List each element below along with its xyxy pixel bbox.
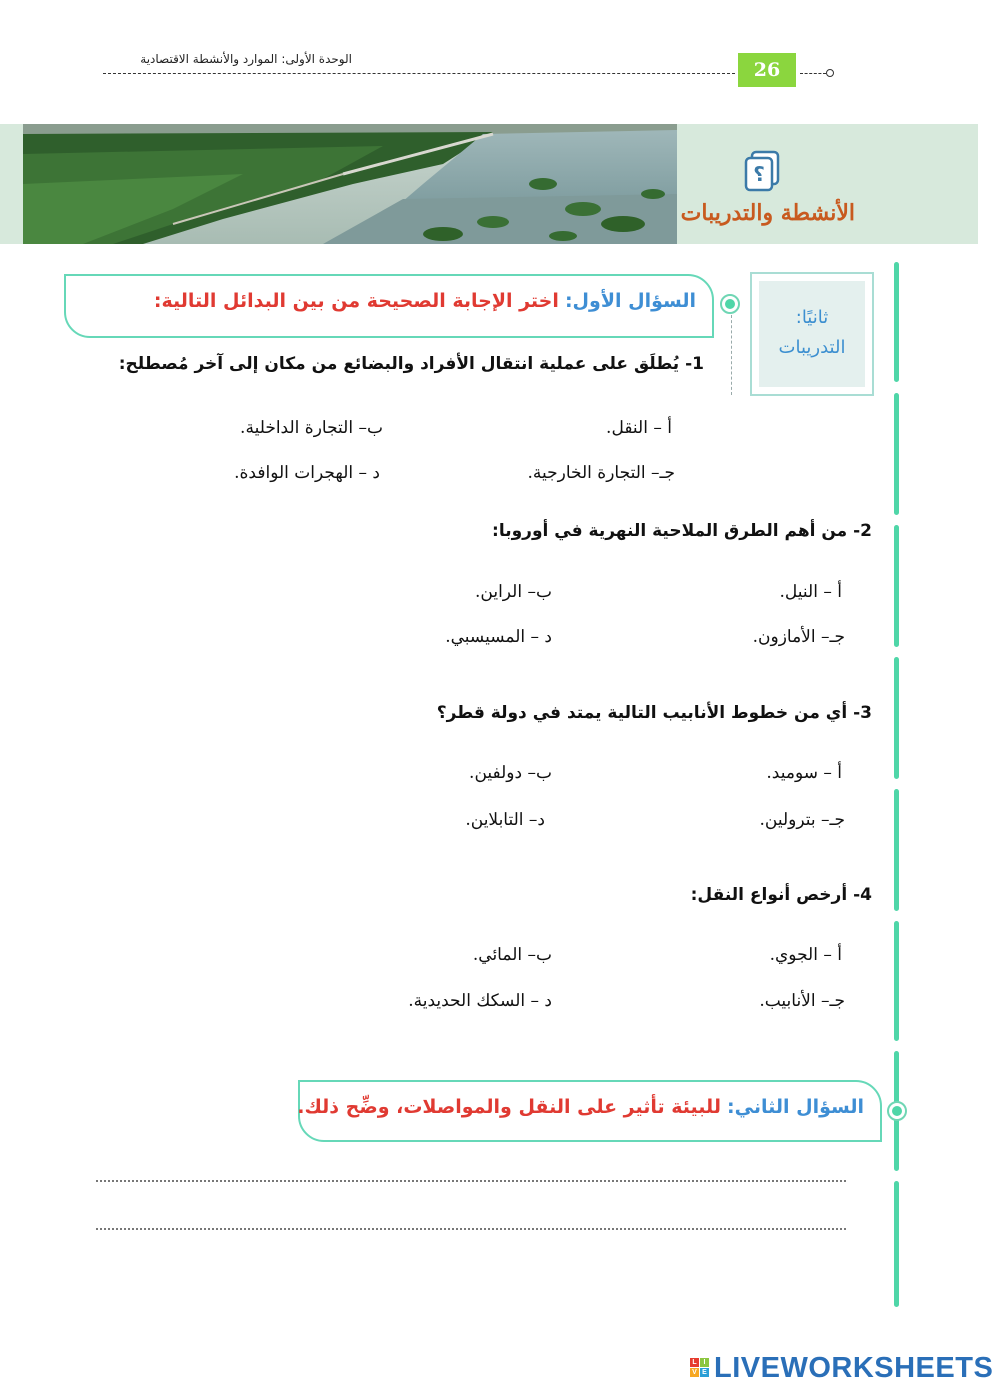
logo-blocks-icon [690,1358,710,1380]
option-2c[interactable]: جـ– الأمازون. [752,627,845,647]
logo-block-v: V [690,1368,699,1377]
section-label-line2: التدريبات [778,337,846,358]
side-bar-segment [894,525,899,647]
answer-line-1[interactable] [96,1180,846,1182]
question1-marker [720,294,740,314]
liveworksheets-logo [690,1352,994,1390]
side-bar-segment [894,262,899,382]
question2-instruction: للبيئة تأثير على النقل والمواصلات، وضِّح ذلك. [297,1096,721,1118]
page-number-badge: 26 [738,53,796,87]
option-2a[interactable]: أ – النيل. [779,582,842,602]
question1-instruction: اختر الإجابة الصحيحة من بين البدائل التالية: [153,290,559,312]
unit-title: الوحدة الأولى: الموارد والأنشطة الاقتصادية [140,52,352,66]
option-1b[interactable]: ب– التجارة الداخلية. [240,418,383,438]
option-4a[interactable]: أ – الجوي. [769,945,842,965]
section-label-box [750,272,874,396]
side-bar-segment [894,789,899,911]
section-connector [731,315,732,395]
side-bar-segment [894,1181,899,1307]
option-4d[interactable]: د – السكك الحديدية. [408,991,552,1011]
option-3c[interactable]: جـ– بترولين. [759,810,845,830]
option-3b[interactable]: ب– دولفين. [469,763,552,783]
option-2b[interactable]: ب– الراين. [475,582,552,602]
answer-line-2[interactable] [96,1228,846,1230]
question-item-1: 1- يُطلَق على عملية انتقال الأفراد والبضائع من مكان إلى آخر مُصطلح: [118,354,704,374]
mangrove-photo [23,124,677,244]
option-3a[interactable]: أ – سوميد. [766,763,842,783]
mangrove-landscape-image [23,124,677,244]
option-1c[interactable]: جـ– التجارة الخارجية. [527,463,675,483]
question1-header [64,274,714,338]
question2-label: السؤال الثاني: [727,1096,864,1118]
option-2d[interactable]: د – المسيسبي. [445,627,552,647]
question2-header [298,1080,882,1142]
logo-block-i: I [700,1358,709,1367]
option-3d[interactable]: د– التابلاين. [465,810,545,830]
logo-text: LIVEWORKSHEETS [714,1352,994,1384]
option-1a[interactable]: أ – النقل. [606,418,672,438]
banner-title: الأنشطة والتدريبات [680,200,855,226]
question-cards-icon [743,149,783,193]
question-item-2: 2- من أهم الطرق الملاحية النهرية في أوروبا: [492,521,872,541]
question-item-3: 3- أي من خطوط الأنابيب التالية يمتد في دولة قطر؟ [436,703,872,723]
svg-text:؟: ؟ [753,162,765,186]
side-bar-segment [894,657,899,779]
header-divider-endpoint [826,69,834,77]
side-bar-segment [894,921,899,1041]
option-4c[interactable]: جـ– الأنابيب. [759,991,845,1011]
question2-marker [887,1101,907,1121]
logo-block-e: E [700,1368,709,1377]
question1-label: السؤال الأول: [564,290,696,312]
question-item-4: 4- أرخص أنواع النقل: [690,885,872,905]
logo-block-l: L [690,1358,699,1367]
side-bar-segment [894,393,899,515]
header-divider-right [800,73,826,74]
option-1d[interactable]: د – الهجرات الوافدة. [234,463,380,483]
header-divider-left [103,73,735,74]
option-4b[interactable]: ب– المائي. [472,945,552,965]
section-label [759,281,865,387]
section-label-line1: ثانيًا: [795,307,829,328]
